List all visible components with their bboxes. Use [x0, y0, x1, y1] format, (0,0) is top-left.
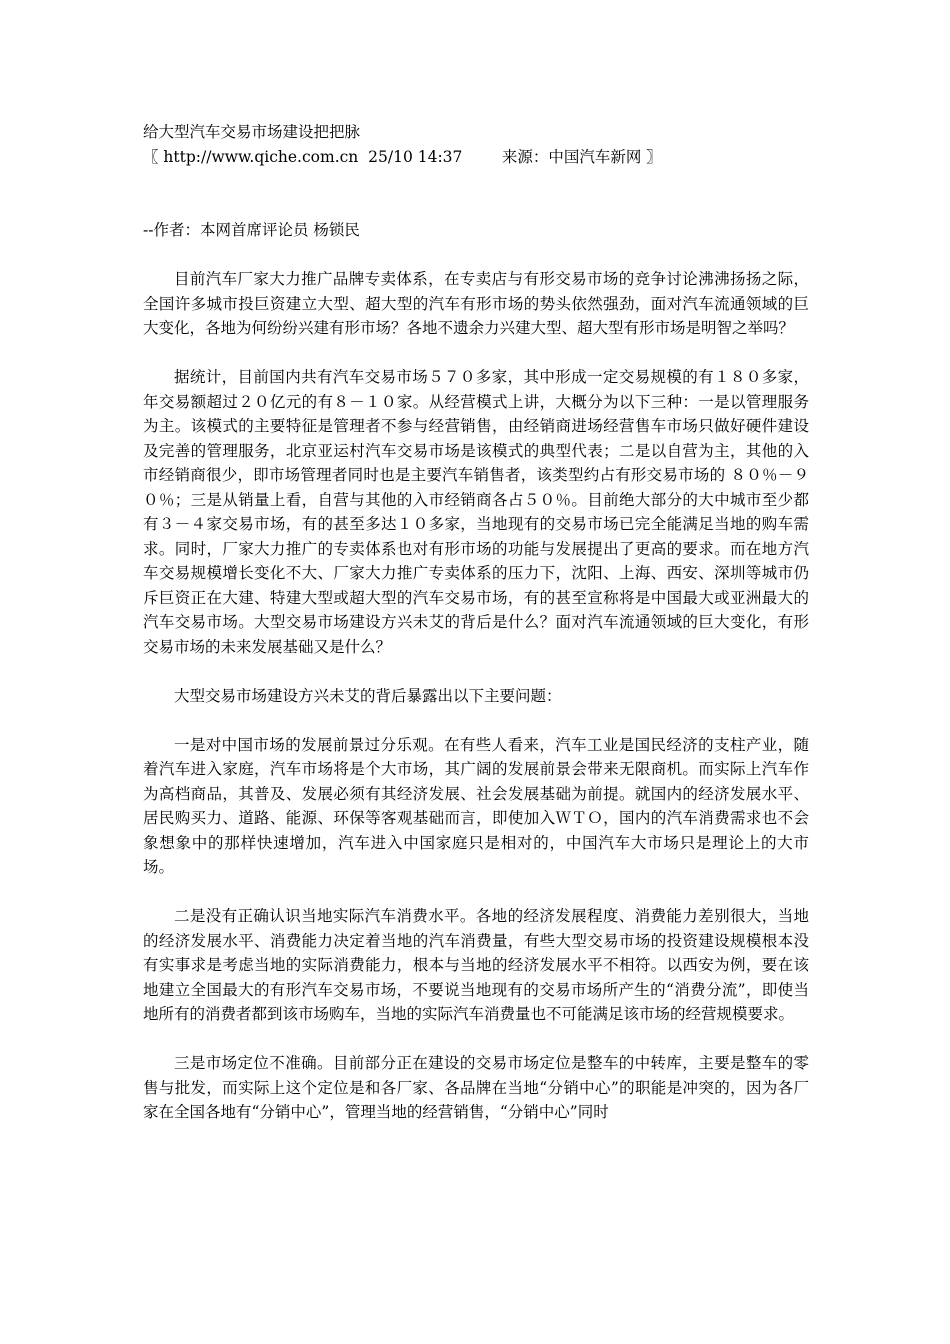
- paragraph: 据统计，目前国内共有汽车交易市场５７０多家，其中形成一定交易规模的有１８０多家，年交易额超过２０亿元的有８－１０家。从经营模式上讲，大概分为以下三种：一是以管理服务为主。该模式的主要特征是管理者不参与经营销售，由经销商进场经营售车市场只做好硬件建设及完善的管理服务，北京亚运村汽车交易市场是该模式的典型代表；二是以自营为主，其他的入市经销商很少，即市场管理者同时也是主要汽车销售者，该类型约占有形交易市场的 ８０％－９０％；三是从销量上看，自营与其他的入市经销商各占５０％。目前绝大部分的大中城市至少都有３－４家交易市场，有的甚至多达１０多家，当地现有的交易市场已完全能满足当地的购车需求。同时，厂家大力推广的专卖体系也对有形市场的功能与发展提出了更高的要求。而在地方汽车交易规模增长变化不大、厂家大力推广专卖体系的压力下，沈阳、上海、西安、深圳等城市仍斥巨资正在大建、特建大型或超大型的汽车交易市场，有的甚至宣称将是中国最大或亚洲最大的汽车交易市场。大型交易市场建设方兴未艾的背后是什么？面对汽车流通领域的巨大变化，有形交易市场的未来发展基础又是什么？: [143, 368, 809, 656]
- article-meta: 〖 http://www.qiche.com.cn 25/10 14:37 来源：中国汽车新网 〗: [143, 147, 662, 166]
- spacer: [143, 169, 809, 218]
- article-body: [143, 120, 809, 1125]
- paragraph: 目前汽车厂家大力推广品牌专卖体系，在专卖店与有形交易市场的竞争讨论沸沸扬扬之际，全国许多城市投巨资建立大型、超大型的汽车有形市场的势头依然强劲，面对汽车流通领域的巨大变化，各地为何纷纷兴建有形市场？各地不遗余力兴建大型、超大型有形市场是明智之举吗？: [143, 270, 809, 337]
- paragraph: 二是没有正确认识当地实际汽车消费水平。各地的经济发展程度、消费能力差别很大，当地的经济发展水平、消费能力决定着当地的汽车消费量，有些大型交易市场的投资建设规模根本没有实事求是考虑当地的实际消费能力，根本与当地的经济发展水平不相符。以西安为例，要在该地建立全国最大的有形汽车交易市场，不要说当地现有的交易市场所产生的“消费分流”，即使当地所有的消费者都到该市场购车，当地的实际汽车消费量也不可能满足该市场的经营规模要求。: [143, 907, 809, 1023]
- paragraph: 三是市场定位不准确。目前部分正在建设的交易市场定位是整车的中转库，主要是整车的零售与批发，而实际上这个定位是和各厂家、各品牌在当地“分销中心”的职能是冲突的，因为各厂家在全国各地有“分销中心”，管理当地的经营销售，“分销中心”同时: [143, 1054, 809, 1121]
- paragraph: 一是对中国市场的发展前景过分乐观。在有些人看来，汽车工业是国民经济的支柱产业，随着汽车进入家庭，汽车市场将是个大市场，其广阔的发展前景会带来无限商机。而实际上汽车作为高档商品，其普及、发展必须有其经济发展、社会发展基础为前提。就国内的经济发展水平、居民购买力、道路、能源、环保等客观基础而言，即使加入ＷＴＯ，国内的汽车消费需求也不会象想象中的那样快速增加，汽车进入中国家庭只是相对的，中国汽车大市场只是理论上的大市场。: [143, 735, 809, 876]
- article-author: --作者：本网首席评论员 杨锁民: [143, 221, 360, 239]
- article-title: 给大型汽车交易市场建设把把脉: [143, 123, 361, 141]
- paragraph: 大型交易市场建设方兴未艾的背后暴露出以下主要问题：: [174, 686, 562, 705]
